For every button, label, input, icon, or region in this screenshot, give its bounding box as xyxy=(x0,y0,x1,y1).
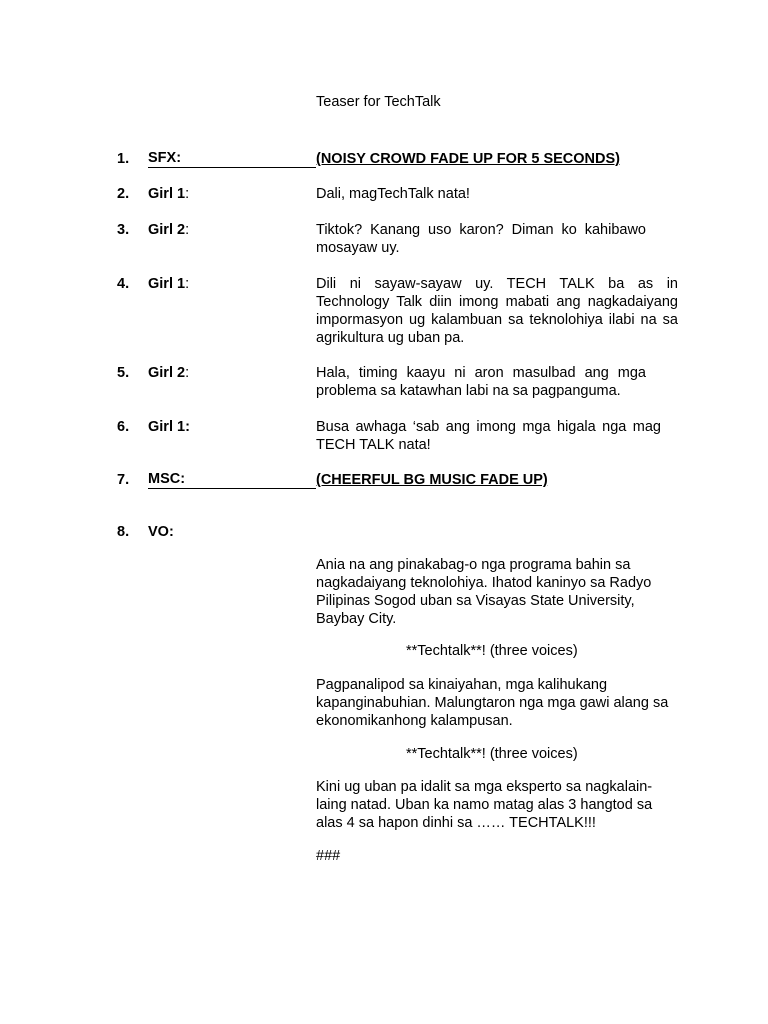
dialogue-text: Tiktok? Kanang uso karon? Diman ko kahibawo mosayaw uy. xyxy=(316,222,646,256)
voiceover-paragraph-1: Ania na ang pinakabag-o nga programa bahin sa nagkadaiyang teknolohiya. Ihatod kaninyo sa Radyo Pilipinas Sogod uban sa Visayas State University, Baybay City. xyxy=(316,557,652,627)
dialogue-text: Busa awhaga ‘sab ang imong mga higala nga mag TECH TALK nata! xyxy=(316,419,661,453)
speaker-name: Girl 1: xyxy=(148,419,190,435)
end-mark: ### xyxy=(316,848,341,864)
speaker-label xyxy=(148,275,189,293)
speaker-name: Girl 2 xyxy=(148,222,186,238)
voiceover-tagline-2: **Techtalk**! (three voices) xyxy=(406,746,578,762)
speaker-colon: : xyxy=(185,222,190,238)
speaker-name: Girl 2 xyxy=(148,365,186,381)
speaker-label: VO: xyxy=(148,524,174,540)
speaker-name: Girl 1 xyxy=(148,276,186,292)
speaker-name: Girl 1 xyxy=(148,186,186,202)
line-number: 7. xyxy=(117,472,130,488)
voiceover-paragraph-2: Pagpanalipod sa kinaiyahan, mga kalihukang kapanginabuhian. Malungtaron nga mga gawi alang sa ekonomikanhong kalampusan. xyxy=(316,677,669,729)
dialogue-text: Dali, magTechTalk nata! xyxy=(316,186,470,202)
dialogue-text: Hala, timing kaayu ni aron masulbad ang mga problema sa katawhan labi na sa pagpanguma. xyxy=(316,365,646,399)
line-number: 4. xyxy=(117,276,130,292)
line-number: 5. xyxy=(117,365,130,381)
line-number: 6. xyxy=(117,419,130,435)
speaker-label: MSC: xyxy=(148,471,316,489)
speaker-colon: : xyxy=(185,365,190,381)
line-number: 2. xyxy=(117,186,130,202)
speaker-colon: : xyxy=(185,186,190,202)
dialogue-text: Dili ni sayaw-sayaw uy. TECH TALK ba as in Technology Talk diin imong mabati ang nagkadaiyang impormasyon ug kalambuan sa teknolohiya ilabi na sa agrikultura ug uban pa. xyxy=(316,276,678,346)
speaker-label xyxy=(148,418,190,436)
page-title: Teaser for TechTalk xyxy=(316,94,441,110)
cue-text: (CHEERFUL BG MUSIC FADE UP) xyxy=(316,472,548,488)
line-number: 1. xyxy=(117,151,130,167)
voiceover-tagline-1: **Techtalk**! (three voices) xyxy=(406,643,578,659)
speaker-label xyxy=(148,221,189,239)
line-number: 3. xyxy=(117,222,130,238)
cue-text: (NOISY CROWD FADE UP FOR 5 SECONDS) xyxy=(316,151,620,167)
line-number: 8. xyxy=(117,524,130,540)
speaker-colon: : xyxy=(185,276,190,292)
speaker-label xyxy=(148,364,189,382)
voiceover-paragraph-3: Kini ug uban pa idalit sa mga eksperto sa nagkalain-laing natad. Uban ka namo matag alas 3 hangtod sa alas 4 sa hapon dinhi sa …… TECHTALK!!! xyxy=(316,779,653,831)
speaker-label: SFX: xyxy=(148,150,316,168)
speaker-label xyxy=(148,185,189,203)
